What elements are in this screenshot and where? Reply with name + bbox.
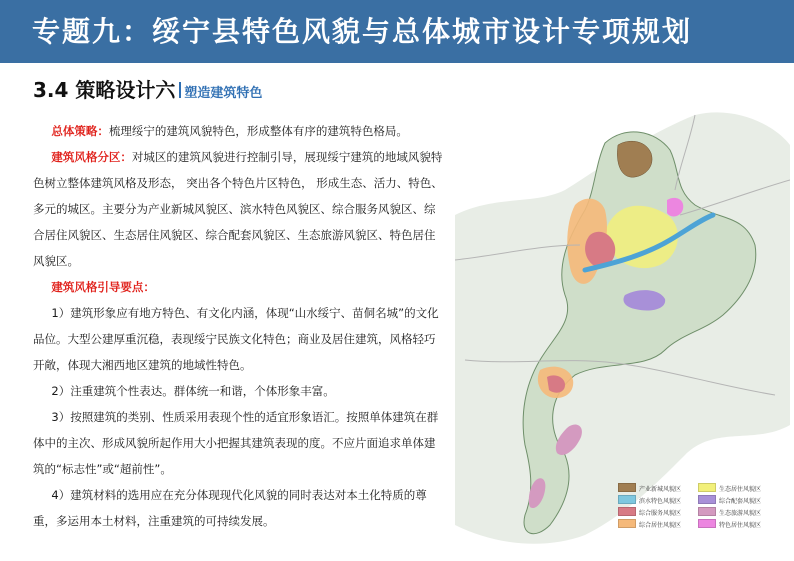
zoning-text: 对城区的建筑风貌进行控制引导，展现绥宁建筑的地域风貌特色树立整体建筑风格及形态， 突出各个特色片区特色， 形成生态、活力、特色、多元的城区。主要分为产业新城风貌区、滨水特色风貌区、综合服务风貌区、综合居住风貌区、生态居住风貌区、综合配套风貌区、生态旅游风貌区、特色居住风貌区。	[33, 150, 443, 268]
legend-item: 生态旅游风貌区	[698, 507, 761, 517]
legend-swatch	[618, 519, 636, 528]
guidance-point: 2）注重建筑个性表达。群体统一和谐，个体形象丰富。	[51, 384, 335, 398]
guidance-heading-paragraph	[33, 274, 443, 300]
zoning-paragraph	[33, 144, 443, 274]
legend-item: 综合居住风貌区	[618, 519, 681, 529]
guidance-point: 4）建筑材料的选用应在充分体现现代化风貌的同时表达对本土化特质的尊重，多运用本土材料，注重建筑的可持续发展。	[33, 488, 427, 528]
legend-item: 综合配套风貌区	[698, 495, 761, 505]
section-heading	[33, 74, 262, 103]
header-banner	[0, 0, 794, 63]
legend-swatch	[618, 507, 636, 516]
zoning-label: 建筑风格分区：	[51, 150, 132, 164]
section-title: 3.4 策略设计六	[33, 78, 176, 102]
section-subtitle: 塑造建筑特色	[184, 86, 263, 101]
guidance-point: 3）按照建筑的类别、性质采用表现个性的适宜形象语汇。按照单体建筑在群体中的主次、形成风貌所起作用大小把握其建筑表现的度。不应片面追求单体建筑的“标志性”或“超前性”。	[33, 410, 439, 476]
guidance-point: 1）建筑形象应有地方特色、有文化内涵，体现“山水绥宁、苗侗名城”的文化品位。大型公建厚重沉稳，表现绥宁民族文化特色；商业及居住建筑，风格轻巧开敞，体现大湘西地区建筑的地域性特色。	[33, 306, 439, 372]
legend-item: 产业新城风貌区	[618, 483, 681, 493]
strategy-label: 总体策略：	[51, 124, 109, 138]
legend-swatch	[698, 483, 716, 492]
legend-item: 滨水特色风貌区	[618, 495, 681, 505]
legend-swatch	[698, 495, 716, 504]
legend-swatch	[618, 483, 636, 492]
legend-item: 生态居住风貌区	[698, 483, 761, 493]
legend-swatch	[698, 507, 716, 516]
legend-swatch	[618, 495, 636, 504]
section-divider	[179, 82, 181, 98]
legend-item: 特色居住风貌区	[698, 519, 761, 529]
guidance-label: 建筑风格引导要点：	[51, 280, 155, 294]
strategy-paragraph	[33, 118, 443, 144]
legend-swatch	[698, 519, 716, 528]
page-title: 专题九：绥宁县特色风貌与总体城市设计专项规划	[32, 15, 693, 48]
body-text	[33, 118, 443, 534]
legend-item: 综合服务风貌区	[618, 507, 681, 517]
strategy-text: 梳理绥宁的建筑风貌特色，形成整体有序的建筑特色格局。	[108, 124, 408, 138]
